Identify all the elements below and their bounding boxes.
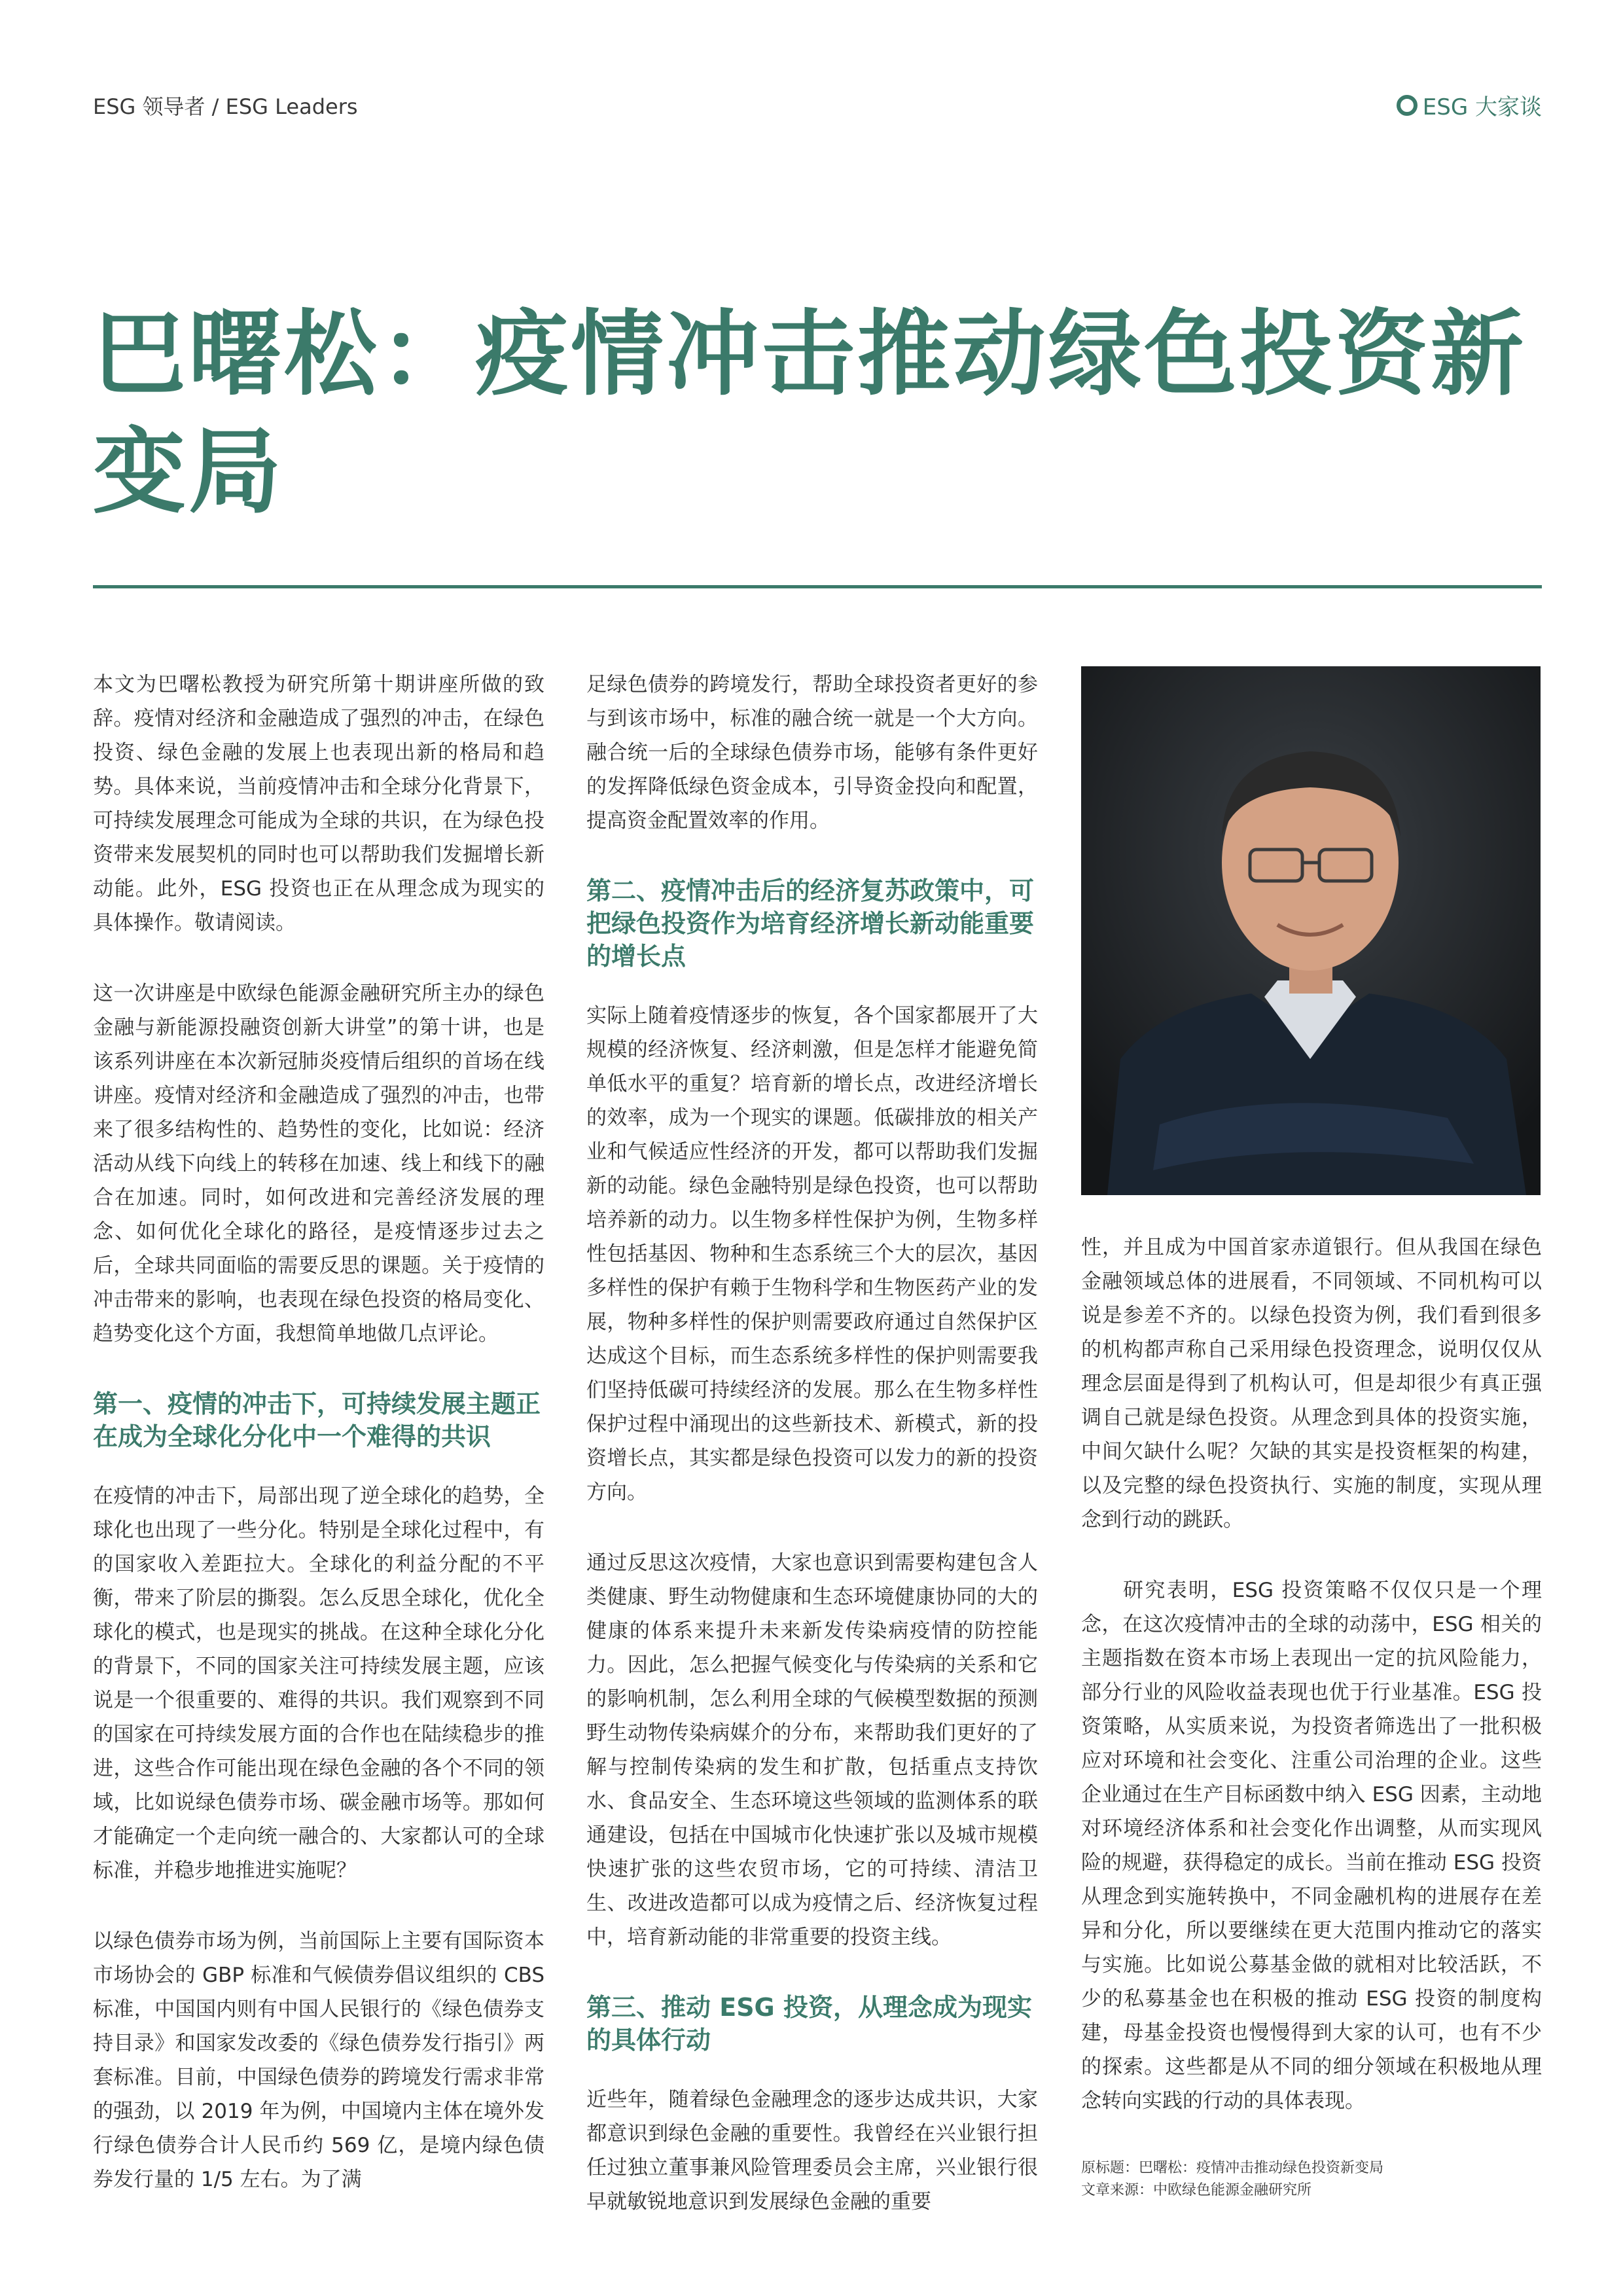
portrait-illustration	[1081, 666, 1541, 1195]
body-paragraph: 在疫情的冲击下，局部出现了逆全球化的趋势，全球化也出现了一些分化。特别是全球化过程中，有的国家收入差距拉大。全球化的利益分配的不平衡，带来了阶层的撕裂。怎么反思全球化，优化全球化的模式，也是现实的挑战。在这种全球化分化的背景下，不同的国家关注可持续发展主题，应该说是一个很重要的、难得的共识。我们观察到不同的国家在可持续发展方面的合作也在陆续稳步的推进，这些合作可能出现在绿色金融的各个不同的领域，比如说绿色债券市场、碳金融市场等。那如何才能确定一个走向统一融合的、大家都认可的全球标准，并稳步地推进实施呢？	[93, 1484, 544, 1882]
ring-icon	[1397, 95, 1418, 116]
section-heading-3: 第三、推动 ESG 投资，从理念成为现实的具体行动	[586, 1993, 1032, 2054]
portrait-photo	[1081, 666, 1541, 1195]
running-header-right	[1397, 89, 1542, 121]
article-title: 巴曙松：疫情冲击推动绿色投资新变局	[93, 300, 1526, 526]
intro-paragraph: 本文为巴曙松教授为研究所第十期讲座所做的致辞。疫情对经济和金融造成了强烈的冲击，在绿色投资、绿色金融的发展上也表现出新的格局和趋势。具体来说，当前疫情冲击和全球分化背景下，可持续发展理念可能成为全球的共识，在为绿色投资带来发展契机的同时也可以帮助我们发掘增长新动能。此外，ESG 投资也正在从理念成为现实的具体操作。敬请阅读。	[93, 673, 544, 935]
body-paragraph: 足绿色债券的跨境发行，帮助全球投资者更好的参与到该市场中，标准的融合统一就是一个大方向。融合统一后的全球绿色债券市场，能够有条件更好的发挥降低绿色资金成本，引导资金投向和配置，提高资金配置效率的作用。	[586, 673, 1038, 833]
body-paragraph: 研究表明，ESG 投资策略不仅仅只是一个理念，在这次疫情冲击的全球的动荡中，ESG 相关的主题指数在资本市场上表现出一定的抗风险能力，部分行业的风险收益表现也优于行业基准。ESG 投资策略，从实质来说，为投资者筛选出了一批积极应对环境和社会变化、注重公司治理的企业。这些企业通过在生产目标函数中纳入 ESG 因素，主动地对环境经济体系和社会变化作出调整，从而实现风险的规避，获得稳定的成长。当前在推动 ESG 投资从理念到实施转换中，不同金融机构的进展存在差异和分化，所以要继续在更大范围内推动它的落实与实施。比如说公募基金做的就相对比较活跃，不少的私募基金也在积极的推动 ESG 投资的制度构建，母基金投资也慢慢得到大家的认可，也有不少的探索。这些都是从不同的细分领域在积极地从理念转向实践的行动的具体表现。	[1081, 1579, 1542, 2113]
body-paragraph: 近些年，随着绿色金融理念的逐步达成共识，大家都意识到绿色金融的重要性。我曾经在兴业银行担任过独立董事兼风险管理委员会主席，兴业银行很早就敏锐地意识到发展绿色金融的重要	[586, 2088, 1038, 2214]
running-header-left: ESG 领导者 / ESG Leaders	[93, 94, 358, 119]
body-paragraph: 通过反思这次疫情，大家也意识到需要构建包含人类健康、野生动物健康和生态环境健康协同的大的健康的体系来提升未来新发传染病疫情的防控能力。因此，怎么把握气候变化与传染病的关系和它的影响机制，怎么利用全球的气候模型数据的预测野生动物传染病媒介的分布，来帮助我们更好的了解与控制传染病的发生和扩散，包括重点支持饮水、食品安全、生态环境这些领域的监测体系的联通建设，包括在中国城市化快速扩张以及城市规模快速扩张的这些农贸市场，它的可持续、清洁卫生、改进改造都可以成为疫情之后、经济恢复过程中，培育新动能的非常重要的投资主线。	[586, 1551, 1038, 1949]
column-2	[586, 668, 1038, 2255]
source-credit: 文章来源：中欧绿色能源金融研究所	[1081, 2182, 1312, 2198]
body-paragraph: 实际上随着疫情逐步的恢复，各个国家都展开了大规模的经济恢复、经济刺激，但是怎样才能避免简单低水平的重复？培育新的增长点，改进经济增长的效率，成为一个现实的课题。低碳排放的相关产业和气候适应性经济的开发，都可以帮助我们发掘新的动能。绿色金融特别是绿色投资，也可以帮助培养新的动力。以生物多样性保护为例，生物多样性包括基因、物种和生态系统三个大的层次，基因多样性的保护有赖于生物科学和生物医药产业的发展，物种多样性的保护则需要政府通过自然保护区达成这个目标，而生态系统多样性的保护则需要我们坚持低碳可持续经济的发展。那么在生物多样性保护过程中涌现出的这些新技术、新模式，新的投资增长点，其实都是绿色投资可以发力的新的投资方向。	[586, 1004, 1038, 1504]
original-title-credit: 原标题：巴曙松：疫情冲击推动绿色投资新变局	[1081, 2160, 1384, 2176]
running-header-right-label: ESG 大家谈	[1422, 94, 1542, 120]
section-heading-2: 第二、疫情冲击后的经济复苏政策中，可把绿色投资作为培育经济增长新动能重要的增长点	[586, 876, 1035, 971]
body-paragraph: 这一次讲座是中欧绿色能源金融研究所主办的绿色金融与新能源投融资创新大讲堂”的第十讲，也是该系列讲座在本次新冠肺炎疫情后组织的首场在线讲座。疫情对经济和金融造成了强烈的冲击，也带来了很多结构性的、趋势性的变化，比如说：经济活动从线下向线上的转移在加速、线上和线下的融合在加速。同时，如何改进和完善经济发展的理念、如何优化全球化的路径，是疫情逐步过去之后，全球共同面临的需要反思的课题。关于疫情的冲击带来的影响，也表现在绿色投资的格局变化、趋势变化这个方面，我想简单地做几点评论。	[93, 982, 544, 1346]
column-1	[93, 668, 544, 2233]
body-paragraph: 性，并且成为中国首家赤道银行。但从我国在绿色金融领域总体的进展看，不同领域、不同机构可以说是参差不齐的。以绿色投资为例，我们看到很多的机构都声称自己采用绿色投资理念，说明仅仅从理念层面是得到了机构认可，但是却很少有真正强调自己就是绿色投资。从理念到具体的投资实施，中间欠缺什么呢？欠缺的其实是投资框架的构建，以及完整的绿色投资执行、实施的制度，实现从理念到行动的跳跃。	[1081, 1236, 1542, 1532]
section-heading-1: 第一、疫情的冲击下，可持续发展主题正在成为全球化分化中一个难得的共识	[93, 1390, 541, 1451]
article-credits	[1081, 2157, 1542, 2202]
column-3	[1081, 1230, 1542, 2155]
title-divider	[93, 585, 1542, 588]
body-paragraph: 以绿色债券市场为例，当前国际上主要有国际资本市场协会的 GBP 标准和气候债券倡议组织的 CBS 标准，中国国内则有中国人民银行的《绿色债券支持目录》和国家发改委的《绿色债券发行指引》两套标准。目前，中国绿色债券的跨境发行需求非常的强劲，以 2019 年为例，中国境内主体在境外发行绿色债券合计人民币约 569 亿，是境内绿色债券发行量的 1/5 左右。为了满	[93, 1929, 544, 2191]
